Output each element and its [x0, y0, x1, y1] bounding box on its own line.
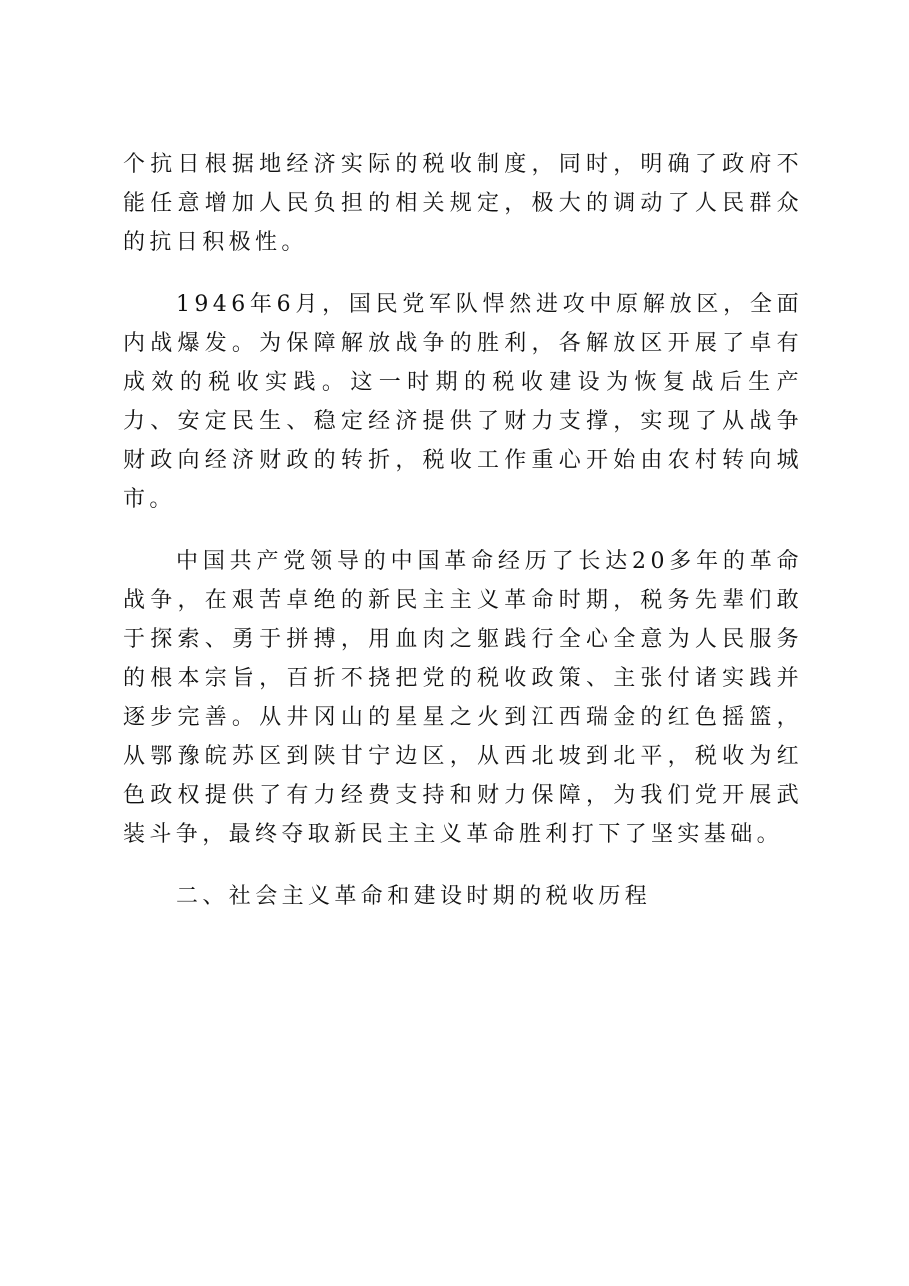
document-body	[123, 145, 803, 916]
paragraph-liberation-war: 1946年6月，国民党军队悍然进攻中原解放区，全面内战爆发。为保障解放战争的胜利，各解放区开展了卓有成效的税收实践。这一时期的税收建设为恢复战后生产力、安定民生、稳定经济提供了财力支撑，实现了从战争财政向经济财政的转折，税收工作重心开始由农村转向城市。	[123, 292, 803, 512]
section-heading: 二、社会主义革命和建设时期的税收历程	[176, 884, 652, 909]
paragraph-continuation: 个抗日根据地经济实际的税收制度，同时，明确了政府不能任意增加人民负担的相关规定，极大的调动了人民群众的抗日积极性。	[123, 152, 803, 255]
paragraph-revolution-summary: 中国共产党领导的中国革命经历了长达20多年的革命战争，在艰苦卓绝的新民主主义革命时期，税务先辈们敢于探索、勇于拼搏，用血肉之躯践行全心全意为人民服务的根本宗旨，百折不挠把党的税收政策、主张付诸实践并逐步完善。从井冈山的星星之火到江西瑞金的红色摇篮，从鄂豫皖苏区到陕甘宁边区，从西北坡到北平，税收为红色政权提供了有力经费支持和财力保障，为我们党开展武装斗争，最终夺取新民主主义革命胜利打下了坚实基础。	[123, 549, 803, 847]
